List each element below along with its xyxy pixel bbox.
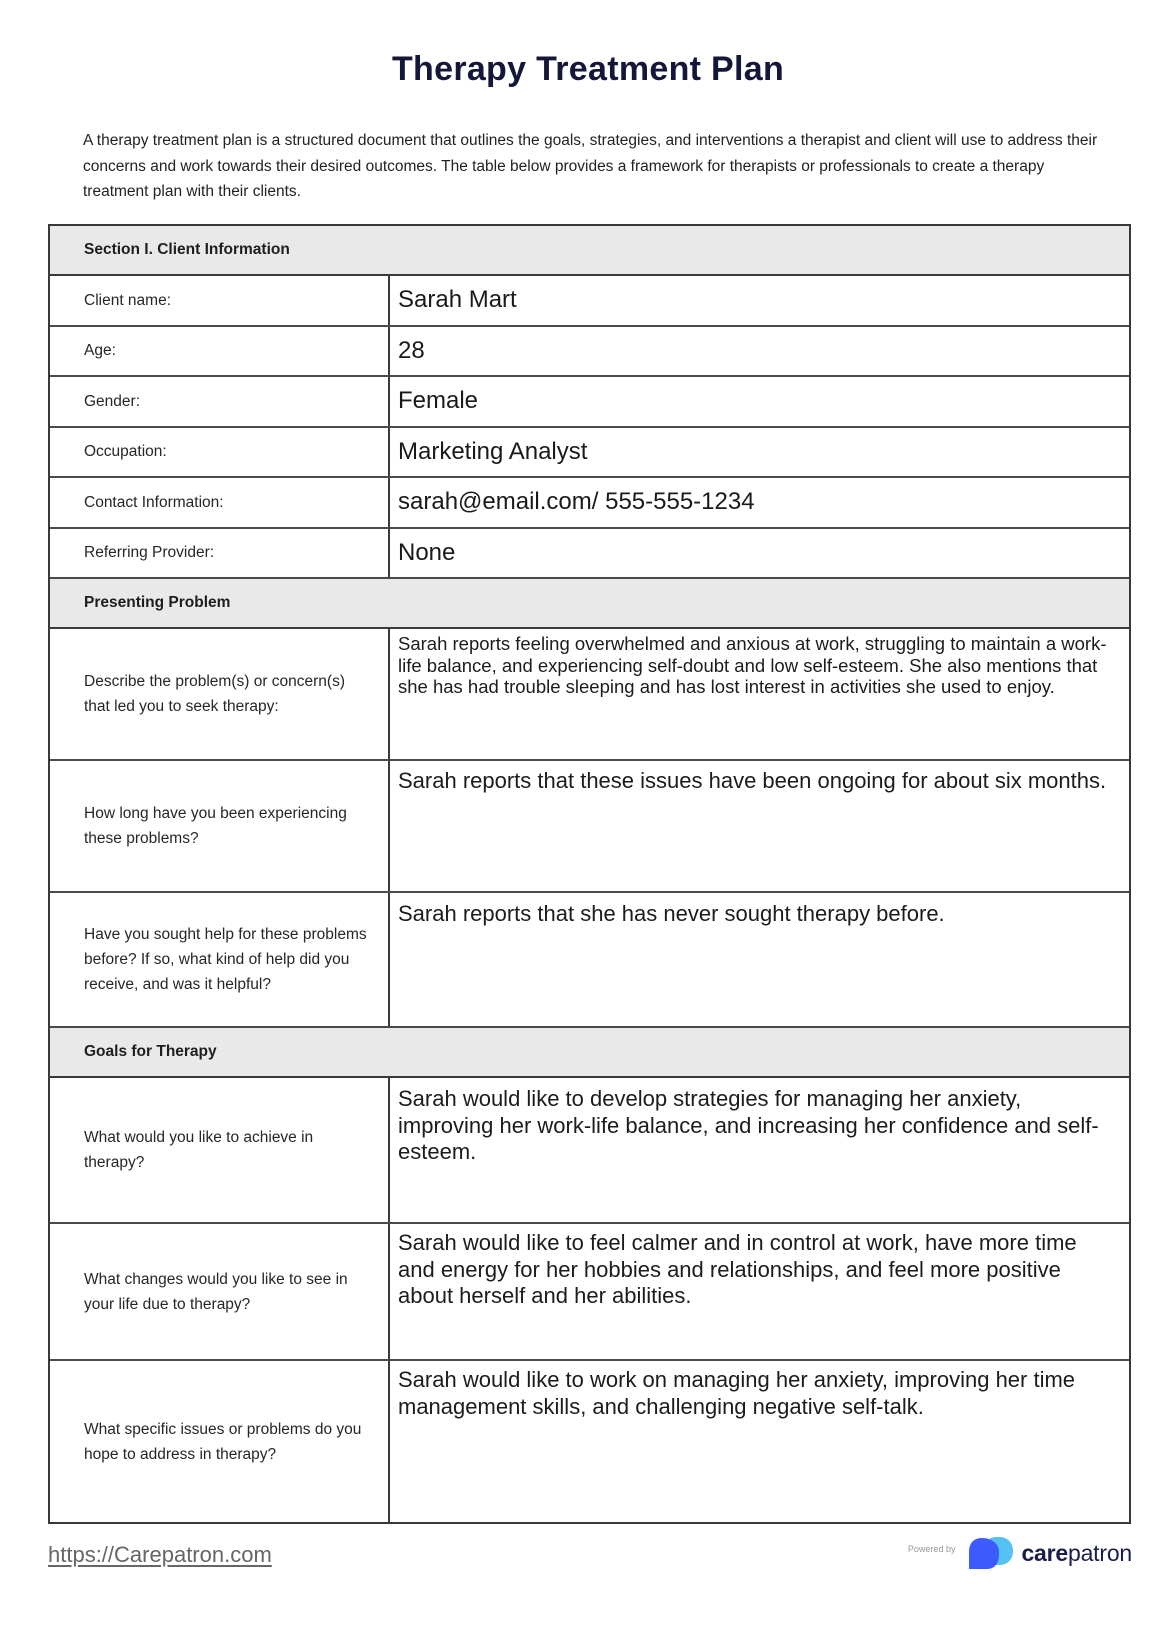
question-label: What changes would you like to see in your life due to therapy?: [50, 1224, 390, 1359]
carepatron-branding[interactable]: [908, 1536, 1132, 1570]
question-label: How long have you been experiencing these problems?: [50, 761, 390, 891]
section-header-client-information: Section I. Client Information: [50, 226, 1129, 276]
table-row: [50, 529, 1129, 580]
carepatron-wordmark: carepatron: [1021, 1539, 1132, 1566]
age-field[interactable]: 28: [398, 336, 425, 364]
table-row: [50, 761, 1129, 893]
question-label: What specific issues or problems do you hope to address in therapy?: [50, 1361, 390, 1522]
problem-duration-field[interactable]: Sarah reports that these issues have been ongoing for about six months.: [398, 768, 1107, 793]
question-label: Have you sought help for these problems before? If so, what kind of help did you receive, and was it helpful?: [50, 893, 390, 1026]
table-row: [50, 377, 1129, 428]
field-label: Referring Provider:: [50, 529, 390, 578]
page-title: Therapy Treatment Plan: [391, 50, 785, 88]
contact-information-field[interactable]: sarah@email.com/ 555-555-1234: [398, 488, 755, 516]
problem-description-field[interactable]: Sarah reports feeling overwhelmed and anxious at work, struggling to maintain a work-life balance, and experiencing self-doubt and low self-esteem. She also mentions that she has had trouble sleeping and has lost interest in activities she used to enjoy.: [398, 633, 1107, 697]
question-label: What would you like to achieve in therapy?: [50, 1078, 390, 1222]
table-row: [50, 629, 1129, 761]
question-label: Describe the problem(s) or concern(s) that led you to seek therapy:: [50, 629, 390, 759]
intro-paragraph: A therapy treatment plan is a structured document that outlines the goals, strategies, and interventions a therapist and client will use to address their concerns and work towards their desired outcomes. The table below provides a framework for therapists or professionals to create a therapy treatment plan with their clients.: [83, 132, 1098, 200]
occupation-field[interactable]: Marketing Analyst: [398, 437, 588, 465]
field-label: Age:: [50, 327, 390, 376]
table-row: [50, 1361, 1129, 1522]
table-row: [50, 428, 1129, 479]
carepatron-website-link[interactable]: https://Carepatron.com: [48, 1542, 272, 1567]
specific-issues-field[interactable]: Sarah would like to work on managing her anxiety, improving her time management skills, and challenging negative self-talk.: [398, 1367, 1076, 1419]
section-header-presenting-problem: Presenting Problem: [50, 579, 1129, 629]
desired-changes-field[interactable]: Sarah would like to feel calmer and in control at work, have more time and energy for her hobbies and relationships, and feel more positive about herself and her abilities.: [398, 1230, 1077, 1308]
carepatron-logo-icon: [967, 1536, 1015, 1570]
treatment-plan-table: [48, 224, 1131, 1524]
client-name-field[interactable]: Sarah Mart: [398, 286, 517, 314]
table-row: [50, 327, 1129, 378]
referring-provider-field[interactable]: None: [398, 538, 456, 566]
table-row: [50, 478, 1129, 529]
table-row: [50, 1078, 1129, 1224]
powered-by-label: Powered by: [907, 1544, 956, 1554]
field-label: Occupation:: [50, 428, 390, 477]
table-row: [50, 1224, 1129, 1361]
table-row: [50, 893, 1129, 1028]
table-row: [50, 276, 1129, 327]
therapy-goals-field[interactable]: Sarah would like to develop strategies for managing her anxiety, improving her work-life balance, and increasing her confidence and self-esteem.: [398, 1086, 1099, 1164]
prior-help-field[interactable]: Sarah reports that she has never sought therapy before.: [398, 901, 945, 926]
field-label: Client name:: [50, 276, 390, 325]
field-label: Contact Information:: [50, 478, 390, 527]
section-header-goals-for-therapy: Goals for Therapy: [50, 1028, 1129, 1078]
gender-field[interactable]: Female: [398, 387, 479, 415]
field-label: Gender:: [50, 377, 390, 426]
